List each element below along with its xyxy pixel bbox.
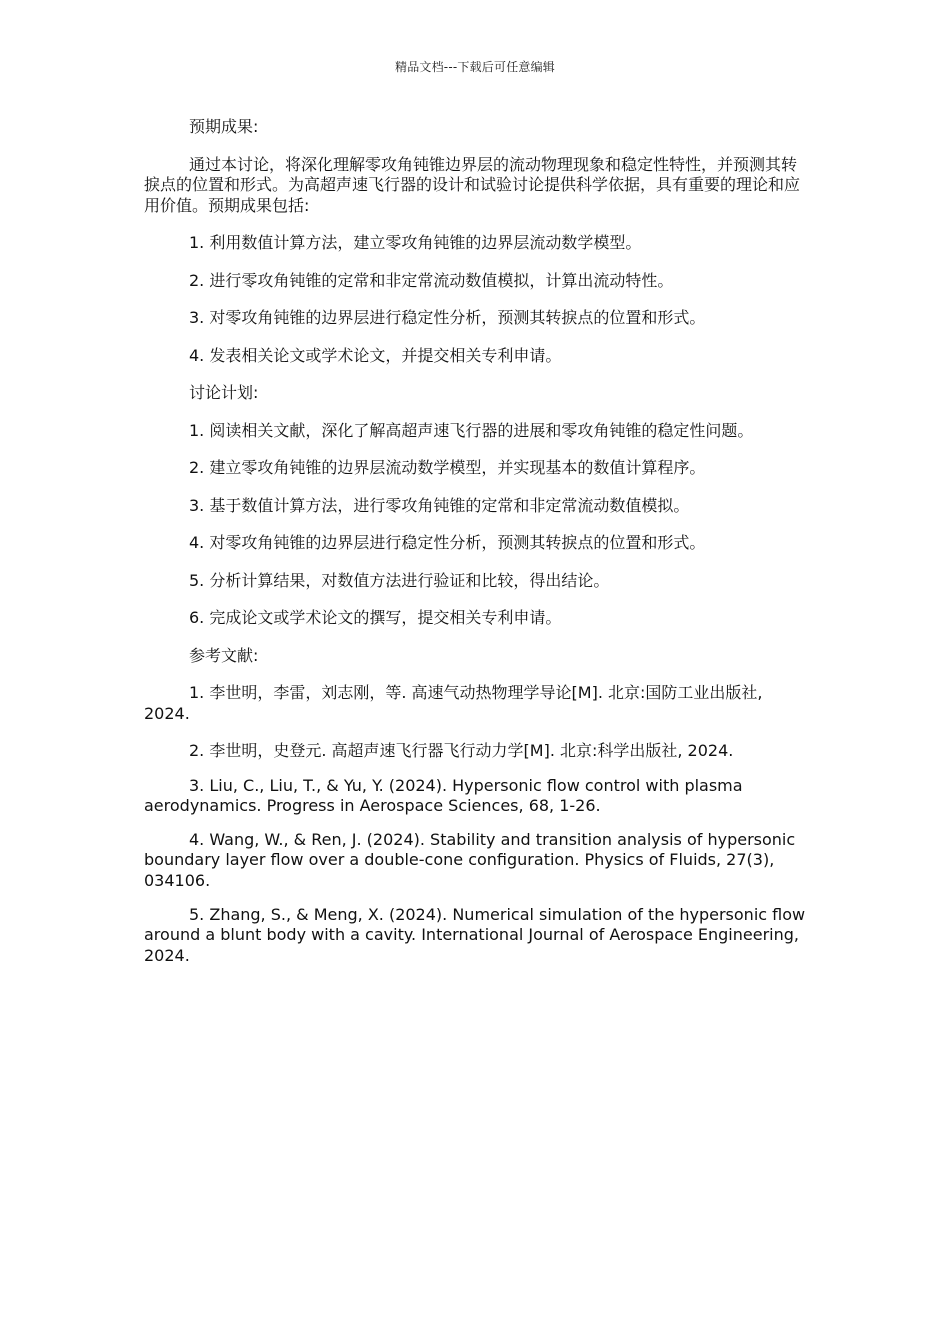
expected-results-intro: 通过本讨论，将深化理解零攻角钝锥边界层的流动物理现象和稳定性特性，并预测其转捩点的位置和形式。为高超声速飞行器的设计和试验讨论提供科学依据，具有重要的理论和应用价值。预期成果包括: (144, 154, 801, 215)
expected-result-item: 4. 发表相关论文或学术论文，并提交相关专利申请。 (189, 345, 562, 365)
plan-item: 3. 基于数值计算方法，进行零攻角钝锥的定常和非定常流动数值模拟。 (189, 495, 690, 515)
document-body (144, 117, 806, 966)
reference-item: 1. 李世明，李雷，刘志刚，等. 高速气动热物理学导论[M]. 北京:国防工业出版社, 2024. (144, 683, 763, 723)
section-heading-plan: 讨论计划: (189, 383, 259, 402)
plan-item: 5. 分析计算结果，对数值方法进行验证和比较，得出结论。 (189, 570, 610, 590)
plan-item: 6. 完成论文或学术论文的撰写，提交相关专利申请。 (189, 608, 562, 627)
expected-result-item: 3. 对零攻角钝锥的边界层进行稳定性分析，预测其转捩点的位置和形式。 (189, 308, 706, 327)
expected-result-item: 2. 进行零攻角钝锥的定常和非定常流动数值模拟，计算出流动特性。 (189, 270, 674, 290)
section-heading-references: 参考文献: (189, 645, 259, 665)
section-heading-expected-results: 预期成果: (189, 117, 259, 136)
page-header: 精品文档---下载后可任意编辑 (395, 60, 555, 74)
reference-item: 2. 李世明，史登元. 高超声速飞行器飞行动力学[M]. 北京:科学出版社, 2024. (189, 741, 734, 760)
reference-item: 3. Liu, C., Liu, T., & Yu, Y. (2024). Hypersonic flow control with plasma aerodynamics. Progress in Aerospace Sciences, 68, 1-26. (144, 775, 743, 815)
expected-result-item: 1. 利用数值计算方法，建立零攻角钝锥的边界层流动数学模型。 (189, 233, 642, 252)
plan-item: 4. 对零攻角钝锥的边界层进行稳定性分析，预测其转捩点的位置和形式。 (189, 533, 706, 552)
reference-item: 4. Wang, W., & Ren, J. (2024). Stability and transition analysis of hypersonic boundary layer flow over a double-cone configuration. Physics of Fluids, 27(3), 034106. (144, 830, 796, 890)
plan-item: 1. 阅读相关文献，深化了解高超声速飞行器的进展和零攻角钝锥的稳定性问题。 (189, 420, 754, 440)
plan-item: 2. 建立零攻角钝锥的边界层流动数学模型，并实现基本的数值计算程序。 (189, 458, 706, 477)
reference-item: 5. Zhang, S., & Meng, X. (2024). Numerical simulation of the hypersonic flow around a blunt body with a cavity. International Journal of Aerospace Engineering, 2024. (144, 904, 806, 965)
